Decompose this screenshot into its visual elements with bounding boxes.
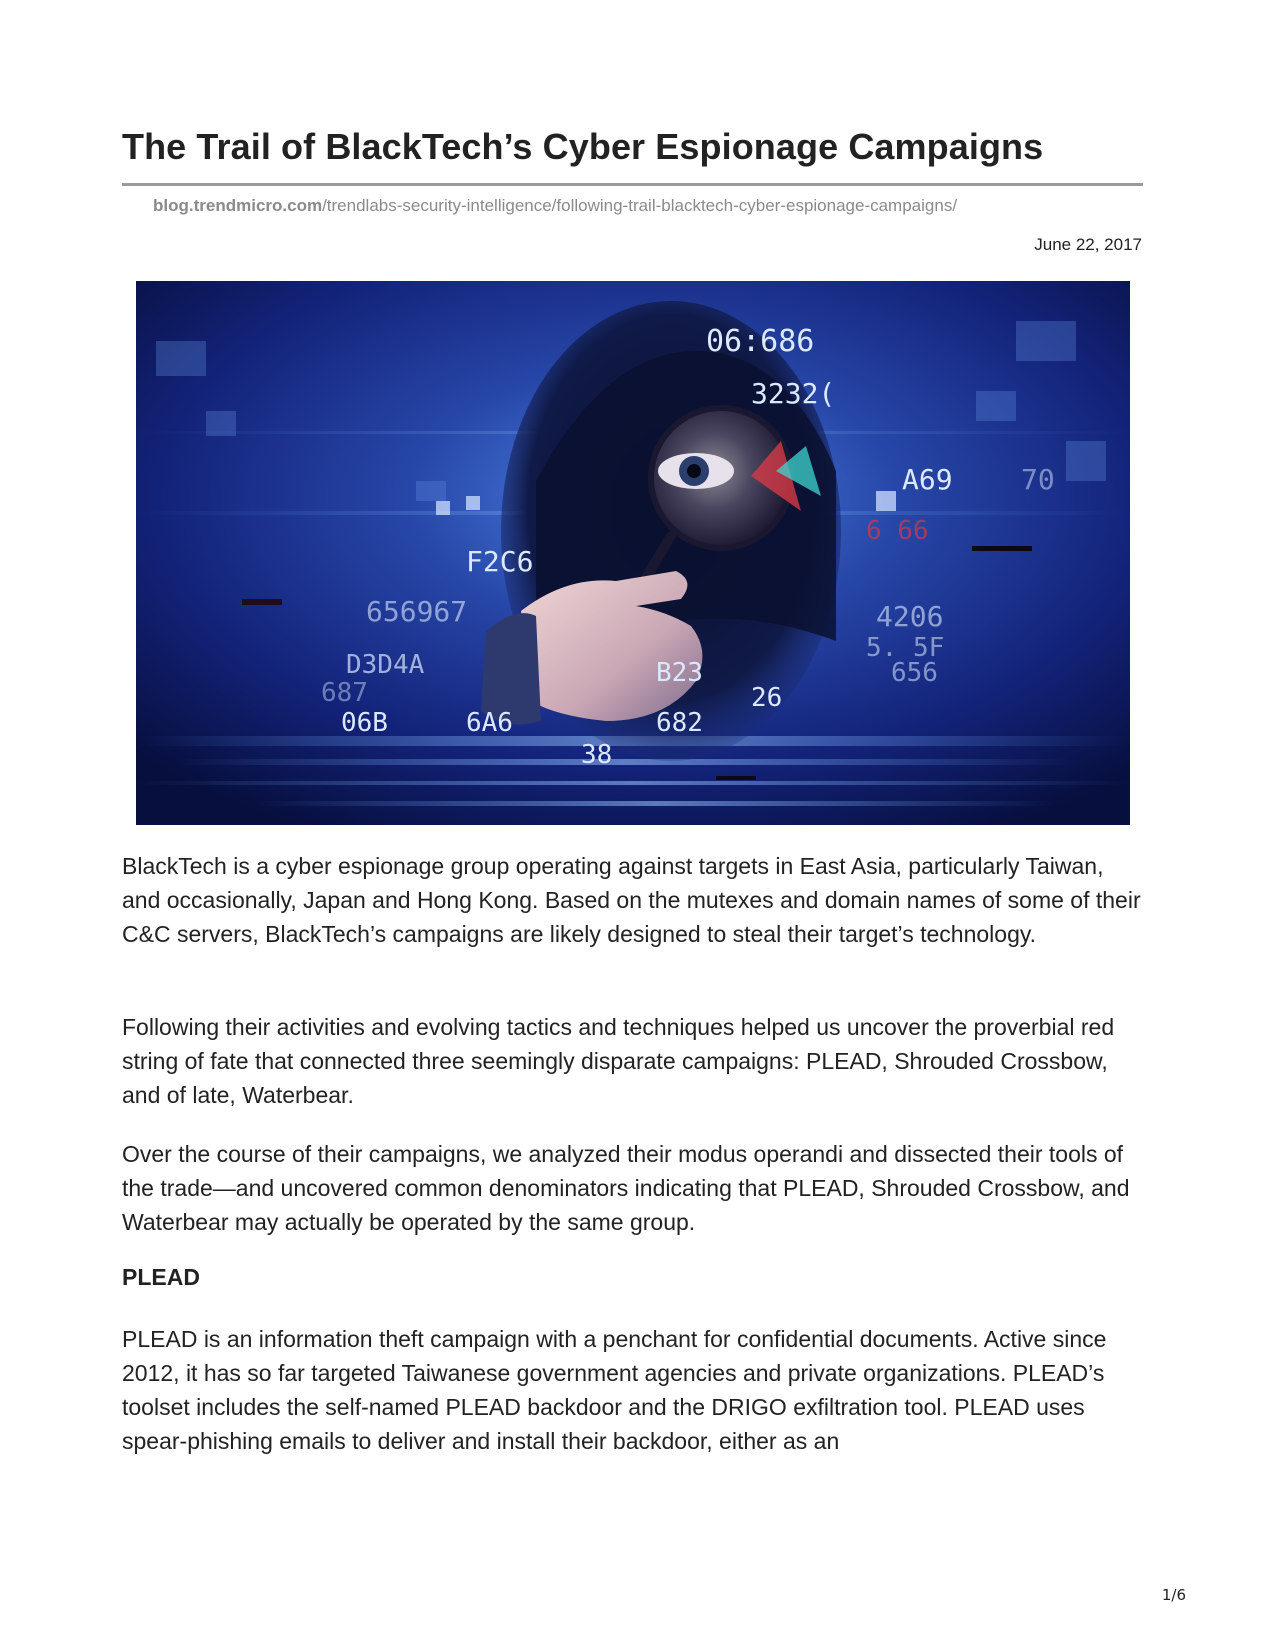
svg-text:A69: A69 [902,463,953,496]
svg-text:6 66: 6 66 [866,516,929,546]
hero-illustration [136,281,1130,825]
article-date: June 22, 2017 [1034,235,1142,254]
page-number: 1/6 [1161,1586,1186,1604]
paragraph-plead: PLEAD is an information theft campaign with a penchant for confidential documents. Active since 2012, it has so far targeted Taiwanese government agencies and private organizations. PLEAD’s toolset includes the self-named PLEAD backdoor and the DRIGO exfiltration tool. PLEAD uses spear-phishing emails to deliver and install their backdoor, either as an [122,1326,1107,1454]
paragraph-intro: BlackTech is a cyber espionage group operating against targets in East Asia, particularly Taiwan, and occasionally, Japan and Hong Kong. Based on the mutexes and domain names of some of their C&C servers, BlackTech’s campaigns are likely designed to steal their target’s technology. [122,853,1141,947]
svg-text:682: 682 [656,708,703,738]
svg-text:5. 5F: 5. 5F [866,633,945,663]
hero-digits: 06:686 [706,324,815,359]
svg-text:4206: 4206 [876,600,944,633]
svg-text:26: 26 [751,683,783,713]
svg-text:D3D4A: D3D4A [346,650,425,680]
source-url[interactable] [153,196,957,216]
svg-text:6A6: 6A6 [466,708,513,738]
source-domain[interactable]: blog.trendmicro.com [153,196,323,215]
hero-image [136,281,1130,825]
paragraph-campaigns: Following their activities and evolving tactics and techniques helped us uncover the proverbial red string of fate that connected three seemingly disparate campaigns: PLEAD, Shrouded Crossbow, and of late, Waterbear. [122,1014,1115,1108]
svg-text:656: 656 [891,658,938,688]
svg-text:70: 70 [1021,463,1055,496]
paragraph-analysis: Over the course of their campaigns, we analyzed their modus operandi and dissected their tools of the trade—and uncovered common denominators indicating that PLEAD, Shrouded Crossbow, and Waterbear may actually be operated by the same group. [122,1141,1130,1235]
section-heading-plead: PLEAD [122,1264,200,1290]
svg-text:3232(: 3232( [751,377,836,410]
svg-text:656967: 656967 [366,595,468,628]
svg-text:F2C6: F2C6 [466,545,534,578]
title-divider [122,183,1143,186]
source-path[interactable]: /trendlabs-security-intelligence/following-trail-blacktech-cyber-espionage-campaigns/ [322,196,958,215]
article-title: The Trail of BlackTech’s Cyber Espionage Campaigns [122,126,1044,167]
svg-text:06B: 06B [341,708,388,738]
svg-text:38: 38 [581,740,613,770]
svg-text:B23: B23 [656,658,703,688]
svg-text:687: 687 [321,678,368,708]
